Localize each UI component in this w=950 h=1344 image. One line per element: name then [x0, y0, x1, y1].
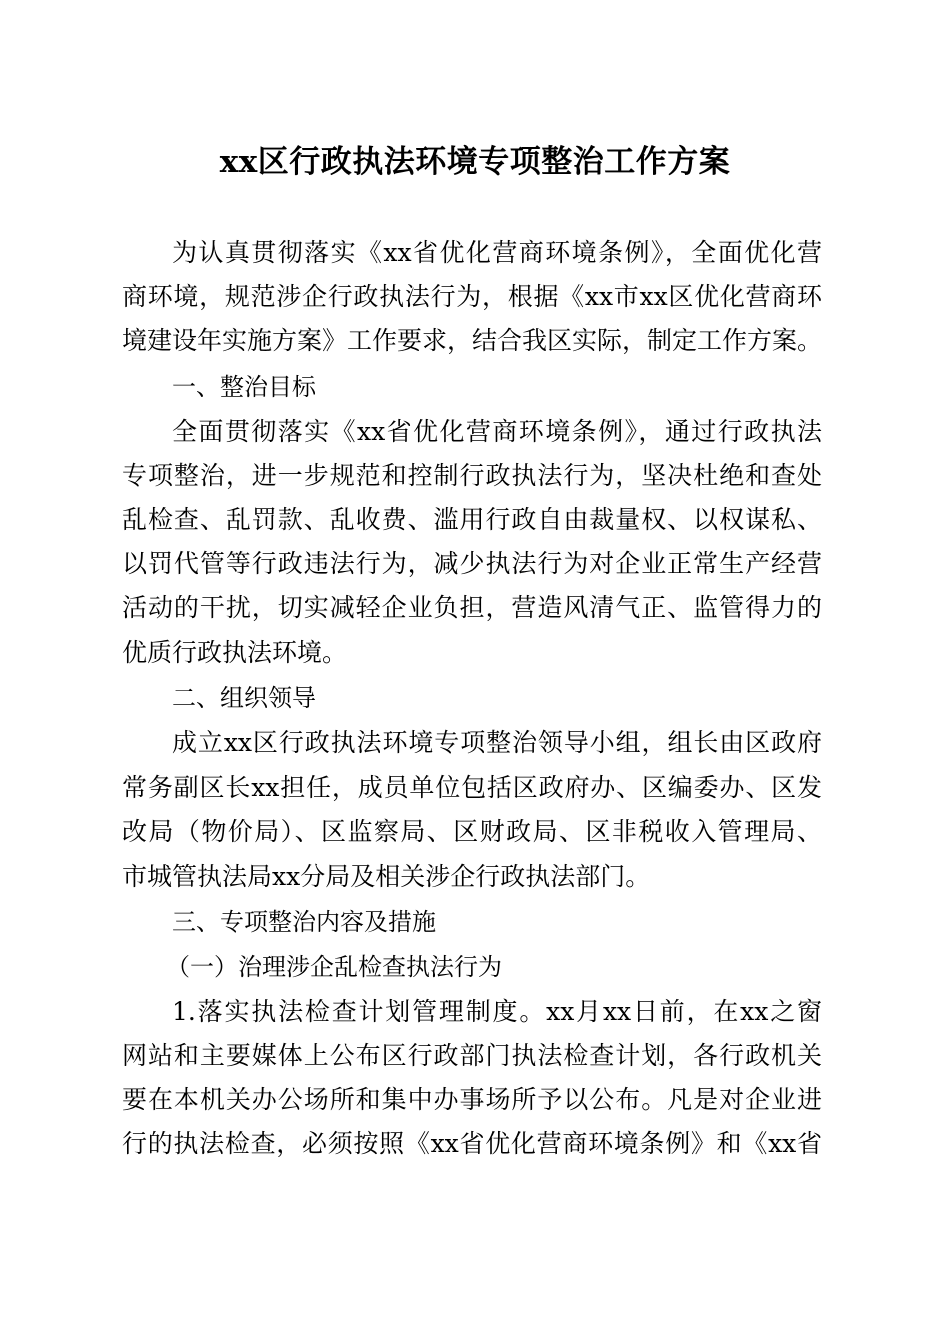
- section-3-line-4: 行的执法检查，必须按照《xx省优化营商环境条例》和《xx省: [122, 1129, 822, 1158]
- intro-line-1: 为认真贯彻落实《xx省优化营商环境条例》，全面优化营: [172, 238, 822, 267]
- section-1-line-5: 活动的干扰，切实减轻企业负担，营造风清气正、监管得力的: [122, 593, 822, 622]
- section-3-line-2: 网站和主要媒体上公布区行政部门执法检查计划，各行政机关: [122, 1041, 822, 1070]
- section-2-line-2: 常务副区长xx担任，成员单位包括区政府办、区编委办、区发: [122, 773, 822, 802]
- section-3-line-1: 1.落实执法检查计划管理制度。xx月xx日前，在xx之窗: [172, 997, 822, 1026]
- section-1-line-4: 以罚代管等行政违法行为，减少执法行为对企业正常生产经营: [122, 549, 822, 578]
- section-1-line-2: 专项整治，进一步规范和控制行政执法行为，坚决杜绝和查处: [122, 461, 822, 490]
- section-3-heading: 三、专项整治内容及措施: [172, 908, 436, 936]
- section-1-line-1: 全面贯彻落实《xx省优化营商环境条例》，通过行政执法: [172, 417, 822, 446]
- section-3-line-3: 要在本机关办公场所和集中办事场所予以公布。凡是对企业进: [122, 1085, 822, 1114]
- section-2-heading: 二、组织领导: [172, 684, 316, 712]
- section-1-line-6: 优质行政执法环境。: [122, 638, 348, 667]
- document-title: xx区行政执法环境专项整治工作方案: [219, 144, 731, 180]
- section-1-heading: 一、整治目标: [172, 373, 316, 401]
- intro-line-2: 商环境，规范涉企行政执法行为，根据《xx市xx区优化营商环: [122, 282, 822, 311]
- section-2-line-3: 改局（物价局）、区监察局、区财政局、区非税收入管理局、: [122, 817, 822, 846]
- section-3-subheading: （一）治理涉企乱检查执法行为: [166, 953, 502, 981]
- section-2-line-1: 成立xx区行政执法环境专项整治领导小组，组长由区政府: [172, 728, 822, 757]
- section-2-line-4: 市城管执法局xx分局及相关涉企行政执法部门。: [122, 862, 651, 891]
- intro-line-3: 境建设年实施方案》工作要求，结合我区实际，制定工作方案。: [122, 326, 822, 355]
- section-1-line-3: 乱检查、乱罚款、乱收费、滥用行政自由裁量权、以权谋私、: [122, 505, 822, 534]
